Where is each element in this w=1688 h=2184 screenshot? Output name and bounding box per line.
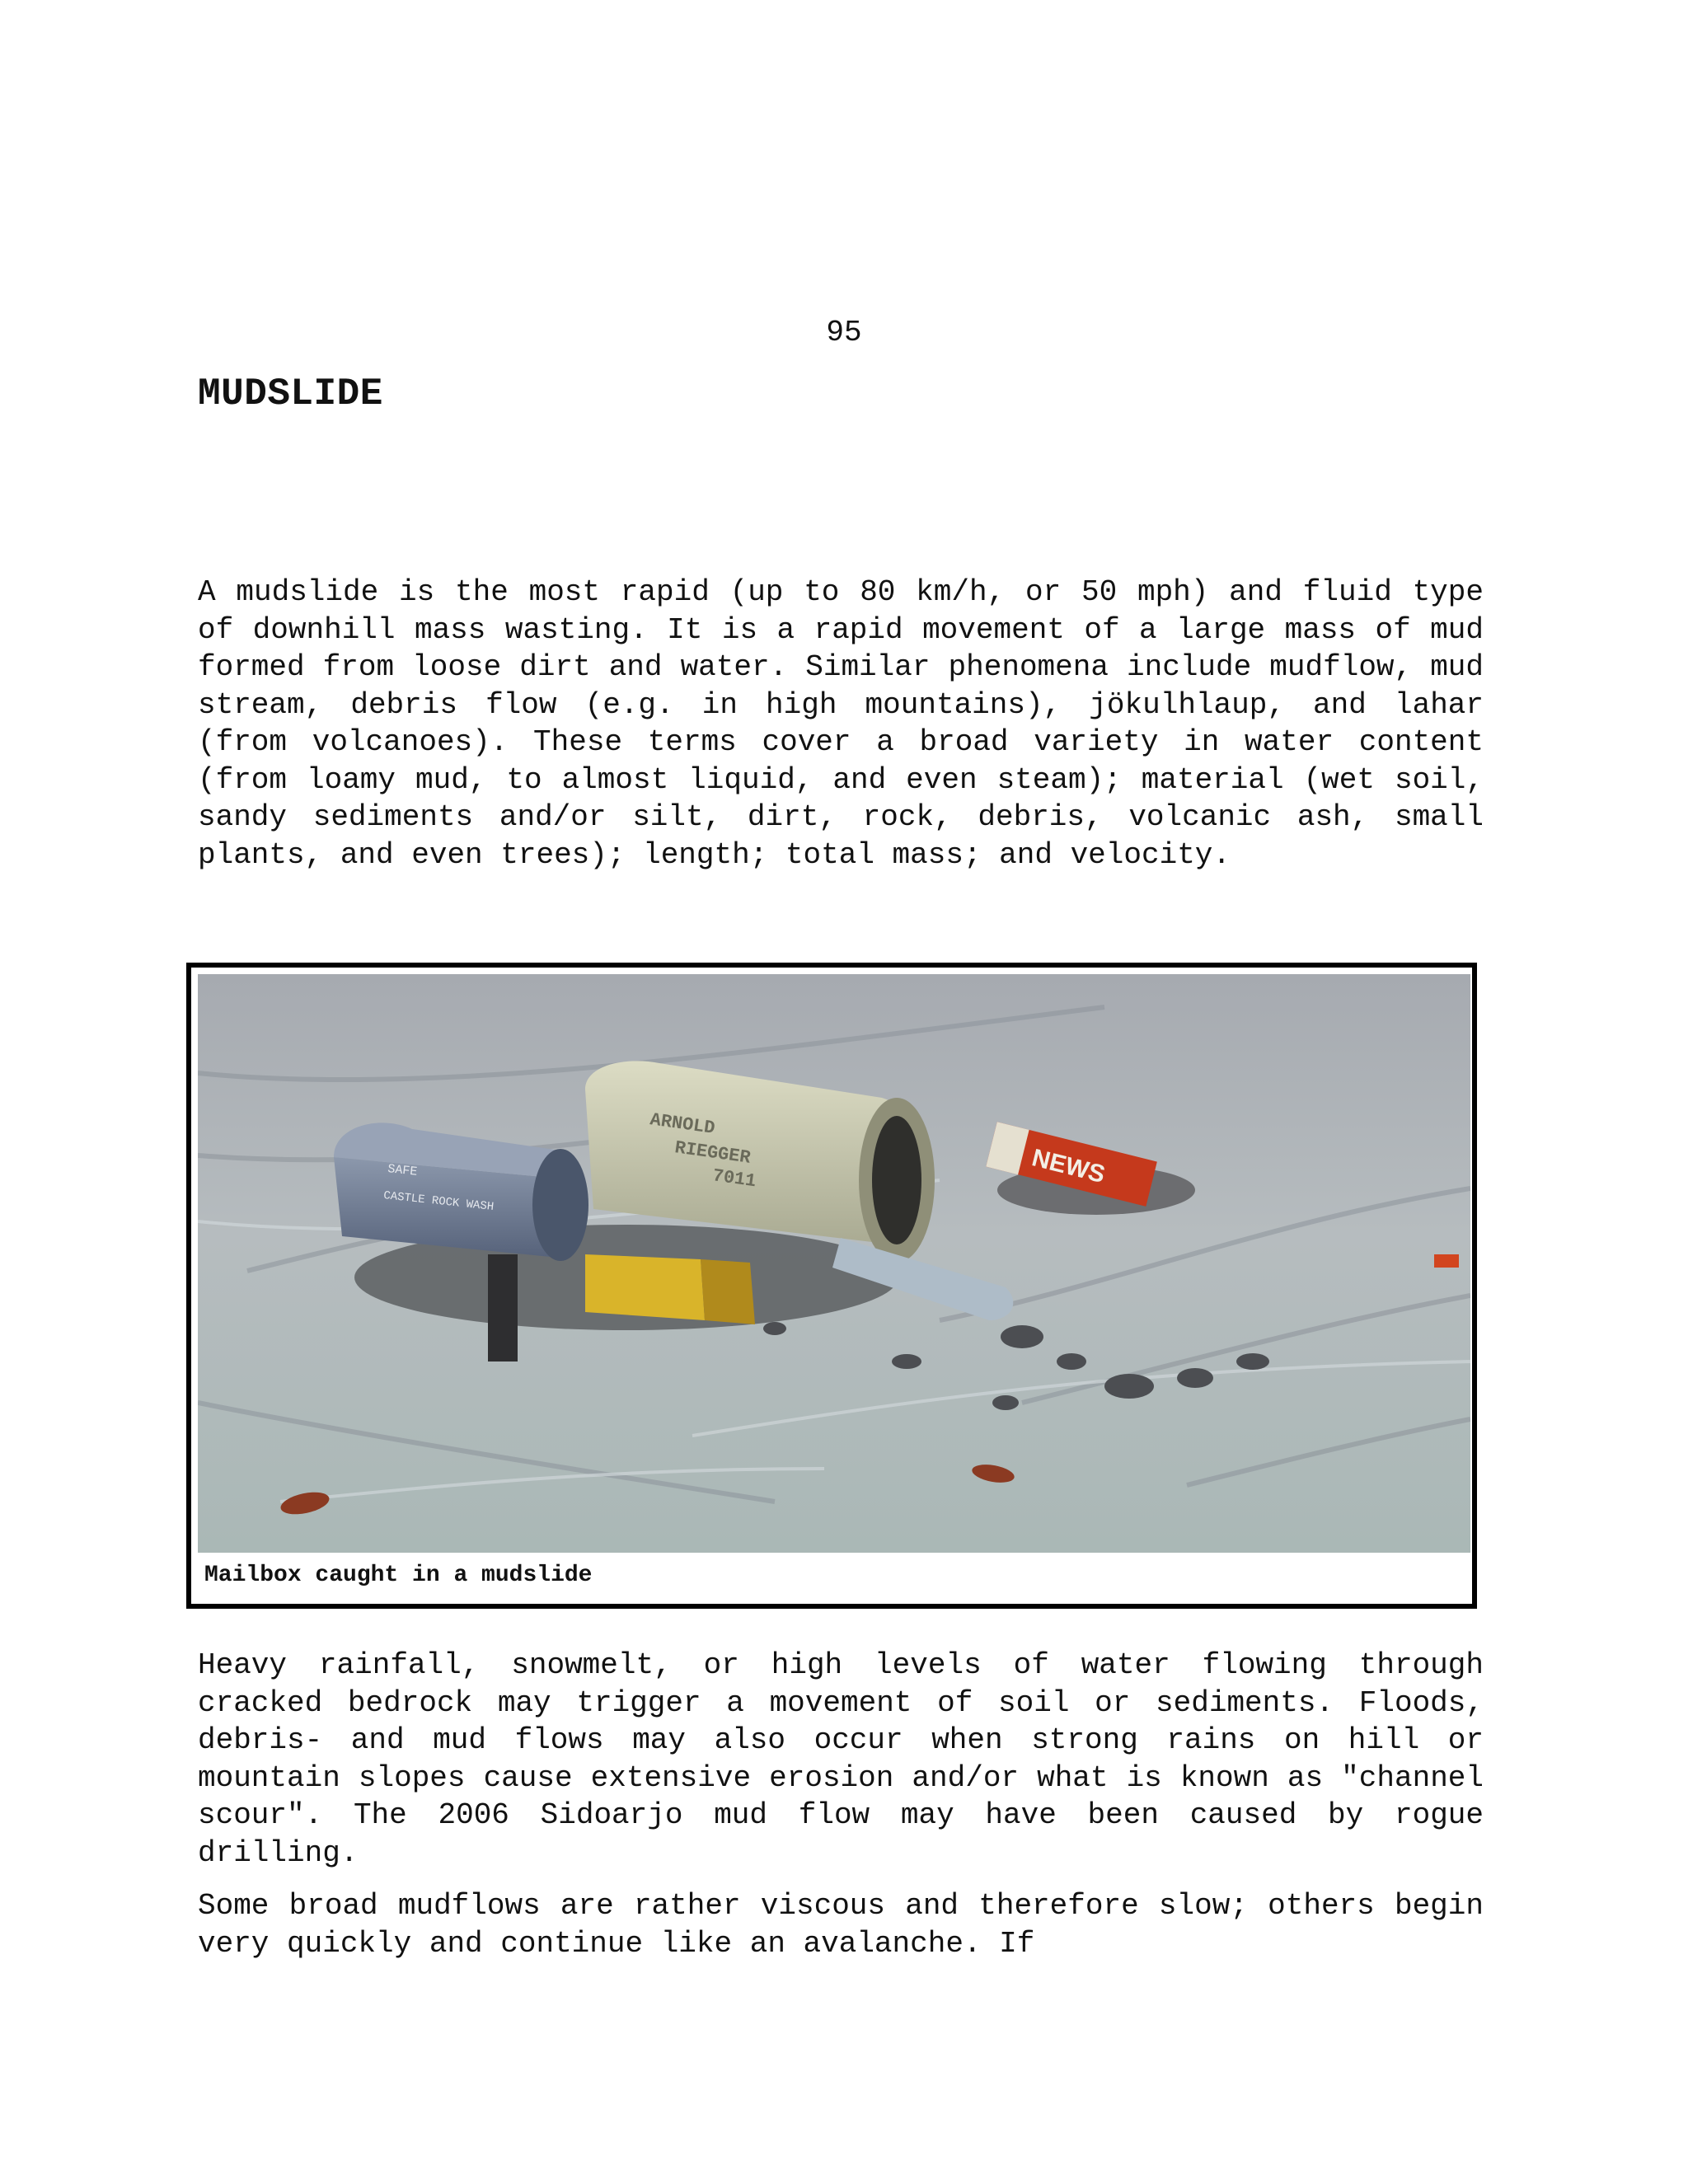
small-mailbox-text-1: SAFE bbox=[387, 1162, 419, 1179]
caption-bar bbox=[191, 1554, 1467, 1604]
large-mailbox-text-3: 7011 bbox=[711, 1165, 757, 1193]
mailbox-post bbox=[488, 1254, 518, 1361]
body-paragraph: Some broad mudflows are rather viscous and therefore slow; others begin very quickly and continue like an avalanche. If bbox=[198, 1889, 1484, 1961]
large-mailbox-text-1: ARNOLD bbox=[649, 1109, 716, 1139]
large-mailbox-text-2: RIEGGER bbox=[673, 1137, 753, 1169]
figure-caption: Mailbox caught in a mudslide bbox=[204, 1563, 593, 1588]
newspaper-label: NEWS bbox=[1029, 1144, 1108, 1189]
body-paragraph: A mudslide is the most rapid (up to 80 km/h, or 50 mph) and fluid type of downhill mass wasting. It is a rapid movement of a large mass of mud formed from loose dirt and water. Similar phenomena include mudflow, mud stream, debris flow (e.g. in high mountains), jökulhlaup, and lahar (from volcanoes). These terms cover a broad variety in water content (from loamy mud, to almost liquid, and even steam); material (wet soil, sandy sediments and/or silt, dirt, rock, debris, volcanic ash, small plants, and even trees); length; total mass; and velocity. bbox=[198, 575, 1484, 872]
buried-sign bbox=[585, 1254, 705, 1320]
mailbox-photo-illustration bbox=[198, 974, 1470, 1553]
figure bbox=[186, 963, 1477, 1609]
page-number: 95 bbox=[826, 316, 862, 349]
section-heading: MUDSLIDE bbox=[198, 373, 383, 415]
small-mailbox-text-2: CASTLE ROCK WASH bbox=[382, 1189, 495, 1215]
mudslide-photo bbox=[198, 974, 1470, 1553]
body-paragraph: Heavy rainfall, snowmelt, or high levels of water flowing through cracked bedrock may trigger a movement of soil or sediments. Floods, debris- and mud flows may also occur when strong rains on hill or mountain slopes cause extensive erosion and/or what is known as "channel scour". The 2006 Sidoarjo mud flow may have been caused by rogue drilling. bbox=[198, 1648, 1484, 1870]
